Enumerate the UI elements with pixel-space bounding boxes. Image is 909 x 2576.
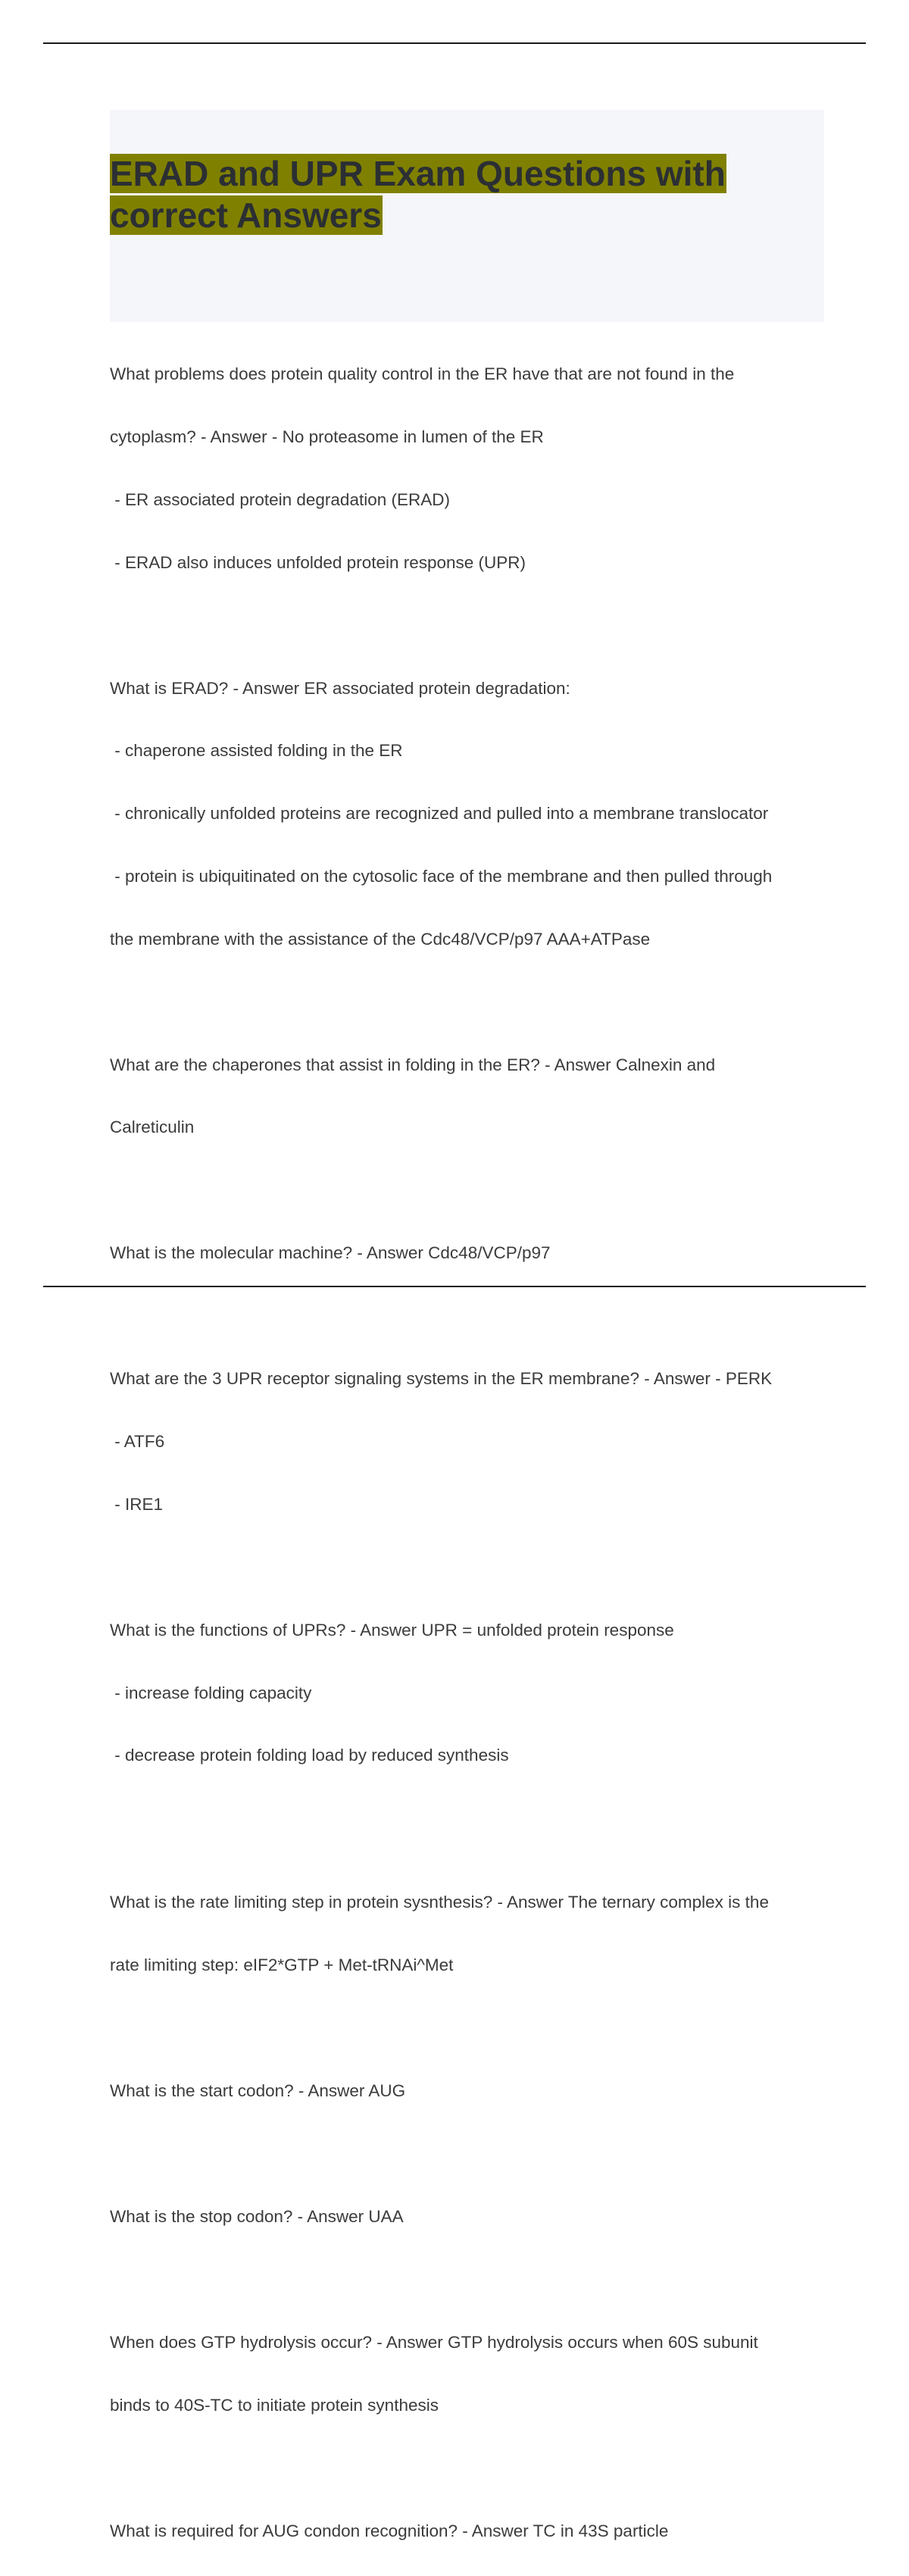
qa-item: [110, 1327, 829, 1557]
bottom-rule: [43, 1286, 866, 1287]
qa-line: - decrease protein folding load by reduced synthesis: [110, 1746, 509, 1765]
qa-content: [110, 322, 829, 2576]
spacer: [110, 1180, 829, 1201]
qa-item: [110, 1578, 829, 1809]
qa-item: [110, 2039, 829, 2143]
qa-item: [110, 1201, 829, 1305]
document-title: [110, 153, 776, 236]
qa-line: When does GTP hydrolysis occur? - Answer GTP hydrolysis occurs when 60S subunit: [110, 2333, 758, 2352]
qa-item: [110, 2165, 829, 2269]
qa-line: - chaperone assisted folding in the ER: [110, 741, 403, 761]
spacer: [110, 991, 829, 1012]
qa-item: [110, 2479, 829, 2576]
qa-line: What is the molecular machine? - Answer Cdc48/VCP/p97: [110, 1243, 551, 1263]
spacer: [110, 1808, 829, 1850]
qa-line: binds to 40S-TC to initiate protein synthesis: [110, 2395, 439, 2415]
spacer: [110, 2458, 829, 2479]
qa-line: What problems does protein quality control in the ER have that are not found in the: [110, 364, 735, 384]
qa-line: What is the start codon? - Answer AUG: [110, 2081, 406, 2101]
qa-item: [110, 2290, 829, 2458]
qa-line: What are the 3 UPR receptor signaling systems in the ER membrane? - Answer - PERK: [110, 1369, 773, 1389]
qa-line: What is the rate limiting step in protein sysnthesis? - Answer The ternary complex is the: [110, 1893, 769, 1912]
qa-line: - increase folding capacity: [110, 1683, 312, 1702]
qa-item: [110, 322, 829, 614]
spacer: [110, 1305, 829, 1327]
qa-line: - ERAD also induces unfolded protein response (UPR): [110, 552, 526, 572]
qa-line: - protein is ubiquitinated on the cytosolic face of the membrane and then pulled through: [110, 866, 773, 886]
qa-line: - ATF6: [110, 1432, 165, 1452]
document-title-text: ERAD and UPR Exam Questions with correct Answers: [110, 154, 726, 235]
qa-line: Calreticulin: [110, 1118, 195, 1137]
qa-line: - ER associated protein degradation (ERAD): [110, 489, 450, 509]
qa-line: - IRE1: [110, 1494, 164, 1514]
spacer: [110, 2143, 829, 2165]
qa-line: What is ERAD? - Answer ER associated protein degradation:: [110, 678, 570, 698]
qa-line: cytoplasm? - Answer - No proteasome in lumen of the ER: [110, 427, 544, 446]
qa-item: [110, 1012, 829, 1180]
qa-line: What are the chaperones that assist in folding in the ER? - Answer Calnexin and: [110, 1055, 716, 1074]
qa-line: What is required for AUG condon recognition? - Answer TC in 43S particle: [110, 2521, 669, 2540]
qa-item: [110, 636, 829, 991]
qa-line: rate limiting step: eIF2*GTP + Met-tRNAi^Met: [110, 1955, 454, 1975]
qa-item: [110, 1850, 829, 2018]
top-rule: [43, 42, 866, 44]
spacer: [110, 2269, 829, 2290]
qa-line: What is the functions of UPRs? - Answer UPR = unfolded protein response: [110, 1620, 674, 1640]
qa-line: - chronically unfolded proteins are recognized and pulled into a membrane translocator: [110, 804, 769, 824]
spacer: [110, 1557, 829, 1578]
qa-line: the membrane with the assistance of the Cdc48/VCP/p97 AAA+ATPase: [110, 929, 651, 949]
spacer: [110, 2018, 829, 2039]
qa-line: What is the stop codon? - Answer UAA: [110, 2207, 404, 2227]
spacer: [110, 614, 829, 636]
